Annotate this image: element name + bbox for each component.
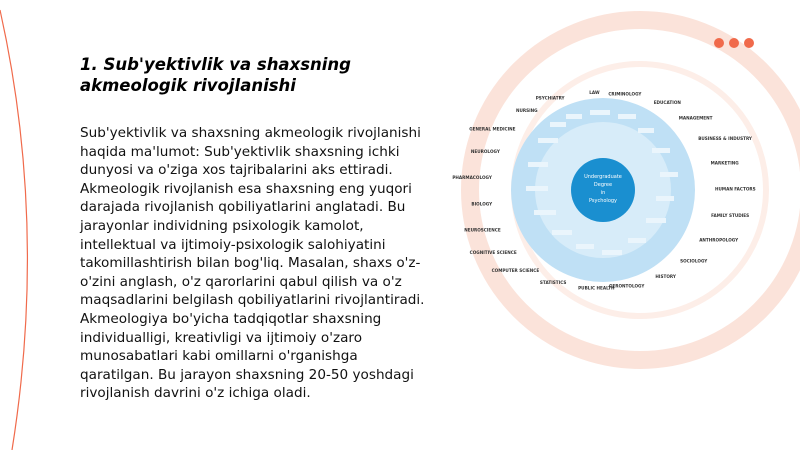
diagram-outer-label: NURSING [515, 107, 538, 113]
diagram-outer-label: NEUROLOGY [470, 149, 500, 155]
slide-title: 1. Sub'yektivlik va shaxsning akmeologik rivojlanishi [80, 55, 351, 95]
center-label: Degree [593, 182, 613, 188]
diagram-outer-label: MARKETING [710, 160, 739, 166]
diagram-outer-label: PUBLIC HEALTH [578, 285, 615, 291]
diagram-outer-label: COGNITIVE SCIENCE [469, 250, 517, 255]
diagram-outer-label: CRIMINOLOGY [608, 91, 642, 97]
center-label: in [600, 190, 606, 196]
menu-dots [714, 38, 754, 48]
diagram-outer-label: ANTHROPOLOGY [699, 237, 739, 243]
diagram-outer-label: COMPUTER SCIENCE [491, 268, 540, 273]
dot-icon [714, 38, 724, 48]
diagram-outer-label: BIOLOGY [471, 201, 493, 207]
diagram-outer-label: PHARMACOLOGY [452, 175, 492, 180]
diagram-outer-label: STATISTICS [539, 280, 567, 286]
body-text: Sub'yektivlik va shaxsning akmeologik rivojlanishi haqida ma'lumot: Sub'yektivlik shaxsning ichki dunyosi va o'ziga xos tajribalarini aks ettiradi. Akmeologik rivojlanish esa shaxsning eng yuqori darajada rivojlanish qobiliyatlarini anglatadi. Bu jarayonlar individning psixologik kamolot, intellektual va ijtimoiy-psixologik salohiyatini takomillashtirish bilan bog'liq. Masalan, shaxs o'z-o'zini anglash, o'z qarorlarini qabul qilish va o'z maqsadlarini belgilash qobiliyatlarini rivojlantiradi. Akmeologiya bo'yicha tadqiqotlar shaxsning individualligi, kreativligi va ijtimoiy o'zaro munosabatlari kabi omillarni o'rganishga qaratilgan. Bu jarayon shaxsning 20-50 yoshdagi rivojlanish davrini o'z ichiga oladi. [80, 125, 425, 402]
center-label: Undergraduate [584, 174, 622, 180]
diagram-outer-label: MANAGEMENT [678, 115, 713, 121]
dot-icon [729, 38, 739, 48]
diagram-outer-label: GERONTOLOGY [608, 283, 645, 289]
diagram-outer-label: HUMAN FACTORS [715, 186, 756, 192]
center-label: Psychology [588, 198, 618, 204]
diagram-outer-label: FAMILY STUDIES [711, 213, 750, 219]
diagram-outer-label: GENERAL MEDICINE [469, 126, 516, 132]
diagram-outer-label: EDUCATION [653, 100, 681, 106]
diagram-outer-label: BUSINESS & INDUSTRY [698, 135, 752, 141]
diagram-outer-label: PSYCHIATRY [535, 95, 565, 101]
diagram-outer-label: NEUROSCIENCE [464, 227, 501, 233]
diagram-outer-label: HISTORY [655, 274, 676, 280]
diagram-outer-label: LAW [589, 89, 600, 95]
dot-icon [744, 38, 754, 48]
psychology-degree-diagram [452, 89, 756, 291]
diagram-outer-label: SOCIOLOGY [680, 258, 708, 264]
